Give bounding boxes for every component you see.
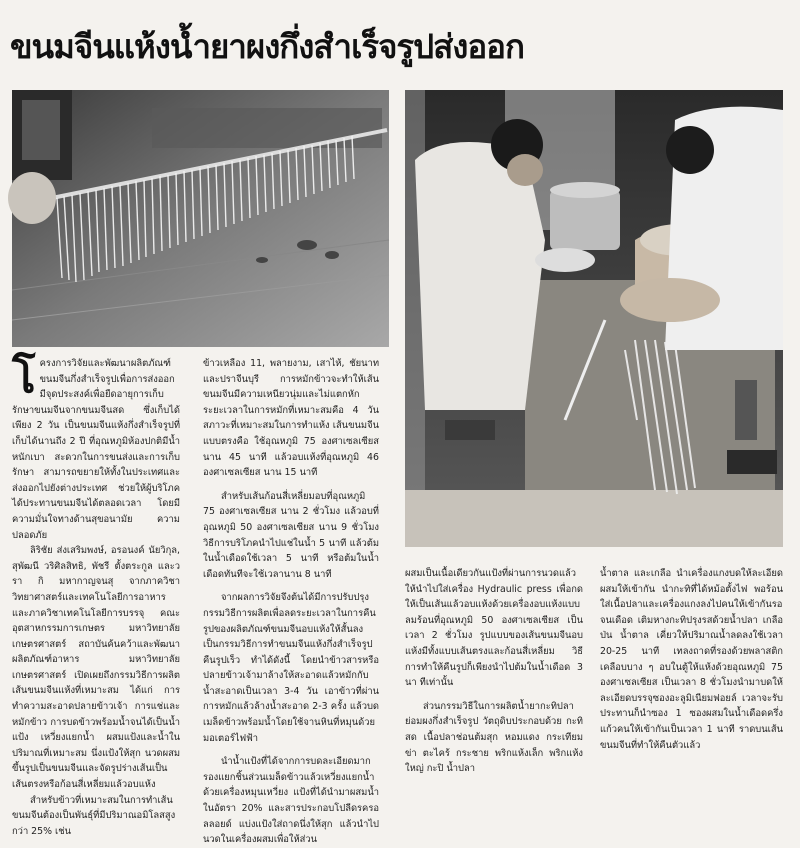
paragraph: ข้าวเหลือง 11, พลายงาม, เสาไห้, ชัยนาทและปราจีนบุรี การหมักข้าวจะทำให้เส้นขนมจีนมีความเหนียวนุ่มและไม่แตกหัก ระยะเวลาในการหมักที่เหมาะสมคือ 4 วัน สภาวะที่เหมาะสมในการทำแห้ง เส้นขนมจีนแบบตรงคือ ใช้อุณหภูมิ 75 องศาเซลเซียส นาน 45 นาที แล้วอบแห้งที่อุณหภูมิ 46 องศาเซลเซียส นาน 15 นาที: [203, 358, 379, 479]
paragraph: ส่วนกรรมวิธีในการผลิตน้ำยากะทิปลาย่อมผงกึ่งสำเร็จรูป วัตถุดิบประกอบด้วย กะทิสด เนื้อปลาช่อนต้มสุก หอมแดง กระเทียม ข่า ตะไคร้ กระชาย พริกแห้งเล็ก พริกแห้งใหญ่ กะปิ น้ำปลา: [405, 700, 583, 775]
paragraph: ผสมเป็นเนื้อเดียวกันแป้งที่ผ่านการนวดแล้วให้นำไปใส่เครื่อง Hydraulic press เพื่อกดให้เป็นเส้นแล้วอบแห้งด้วยเครื่องอบแห้งแบบลมร้อนที่อุณหภูมิ 50 องศาเซลเซียส เป็นเวลา 2 ชั่วโมง รูปแบบของเส้นขนมจีนอบแห้งมีทั้งแบบเส้นตรงและก้อนสี่เหลี่ยม วิธีการทำให้คืนรูปก็เพียงนำไปต้มในน้ำเดือด 3 นา ทีเท่านั้น: [405, 568, 583, 689]
paragraph: สำหรับเส้นก้อนสี่เหลี่ยมอบที่อุณหภูมิ 75 องศาเซลเซียส นาน 2 ชั่วโมง แล้วอบที่อุณหภูมิ 50 องศาเซลเซียส นาน 9 ชั่วโมง วิธีการบริโภคนำไปแช่ในน้ำ 5 นาที แล้วต้มในน้ำเดือดใช้เวลา 5 นาที หรือต้มในน้ำเดือดทันทีจะใช้เวลานาน 8 นาที: [203, 490, 379, 580]
paragraph: ครงการวิจัยและพัฒนาผลิตภัณฑ์ขนมจีนกึ่งสำเร็จรูปเพื่อการส่งออกมีจุดประสงค์เพื่อยืดอายุการเก็บรักษาขนมจีนจากขนมจีนสด ซึ่งเก็บได้เพียง 2 วัน เป็นขนมจีนแห้งกึ่งสำเร็จรูปที่เก็บได้นานถึง 2 ปี ที่อุณหภูมิห้องปกติมีน้ำหนักเบา สะดวกในการขนส่งและการเก็บรักษา สามารถขยายให้ทั้งในประเทศและส่งออกไปยังต่างประเทศ ช่วยให้ผู้บริโภคได้ประทานขนมจีนได้ตลอดเวลา โดยมีความมั่นใจทางด้านสุขอนามัย ความปลอดภัย: [12, 358, 180, 541]
paragraph: จากผลการวิจัยจึงต้นได้มีการปรับปรุงกรรมวิธีการผลิตเพื่อลดระยะเวลาในการคืนรูปของผลิตภัณฑ์ขนมจีนอบแห้งให้สั้นลง เป็นกรรมวิธีการทำขนมจีนแห้งกึ่งสำเร็จรูปคืนรูปเร็ว ทำได้ดังนี้ โดยนำข้าวสารหรือปลายข้าวเจ้ามาล้างให้สะอาดแล้วหมักกับน้ำสะอาดเป็นเวลา 3-4 วัน เอาข้าวที่ผ่านการหมักแล้วล้างน้ำสะอาด 2-3 ครั้ง แล้วบดเมล็ดข้าวพร้อมน้ำโดยใช้จานหินที่หมุนด้วยมอเตอร์ไฟฟ้า: [203, 592, 379, 744]
paragraph: นำน้ำแป้งที่ได้จากการบดละเอียดมากรองแยกชิ้นส่วนเมล็ดข้าวแล้วเหวี่ยงแยกน้ำด้วยเครื่องหมุนเหวี่ยง แป้งที่ได้นำมาผสมน้ำในอัตรา 20% และสารประกอบโปลีดรครอลลอยด์ แบ่งแป้งใส่ถาดนึ่งให้สุก แล้วนำไปนวดในเครื่องผสมเพื่อให้ส่วน: [203, 756, 379, 846]
paragraph: น้ำตาล และเกลือ นำเครื่องแกงบดให้ละเอียดผสมให้เข้ากัน นำกะทิที่ได้หม้อตั้งไฟ พอร้อนใส่เนื้อปลาและเครื่องแกงลงไปคนให้เข้ากันรอจนเดือด เติมหางกะทิปรุงรสด้วยน้ำปลา เกลือป่น น้ำตาล เคี่ยวให้ปริมาณน้ำลดลงใช้เวลา 20-25 นาที เทลงถาดที่รองด้วยพลาสติกเคลือบบาง ๆ อบในตู้ให้แห้งด้วยอุณหภูมิ 75 องศาเซลเซียส เป็นเวลา 8 ชั่วโมงนำมาบดให้ละเอียดบรรจุซองอะลูมิเนียมฟอยล์ เวลาจะรับประทานก็นำซอง 1 ซองผสมในน้ำเดือดครึ่งแก้วคนให้เข้ากันเป็นเวลา 1 นาที ราดบนเส้นขนมจีนที่ทำให้คืนตัวแล้ว: [600, 568, 783, 751]
article-headline: ขนมจีนแห้งน้ำยาผงกึ่งสำเร็จรูปส่งออก: [10, 27, 524, 66]
article-column-3: [405, 566, 583, 775]
article-column-1: [12, 352, 180, 837]
photo-workers-machine: [405, 90, 783, 547]
photo-noodle-strands: [12, 90, 389, 347]
article-column-4: [600, 566, 783, 751]
paragraph: สำหรับข้าวที่เหมาะสมในการทำเส้นขนมจีนต้องเป็นพันธุ์ที่มีปริมาณอมิโลสสูงกว่า 25% เช่น: [12, 794, 176, 837]
drop-cap: โ: [12, 352, 36, 403]
paragraph: ลิริชัย ส่งเสริมพงษ์, อรอนงค์ นัยวิกุล, สุพัฒนี วริศิลสิทธิ, พัชรี ตั้งตระกูล และวรา กิ มหากาญจนสุ จากภาควิชาวิทยาศาสตร์และเทคโนโลยีการอาหาร และภาควิชาเทคโนโลยีการบรรจุ คณะอุตสาหกรรมการเกษตร มหาวิทยาลัยเกษตรศาสตร์ สถาบันค้นคว้าและพัฒนาผลิตภัณฑ์อาหาร มหาวิทยาลัยเกษตรศาสตร์ เปิดเผยถึงกรรมวิธีการผลิตเส้นขนมจีนแห้งที่เหมาะสม ได้แก่ การทำความสะอาดปลายข้าวเจ้า การแช่และหมักข้าว การบดข้าวพร้อมน้ำจนได้เป็นน้ำแป้ง เหวี่ยงแยกน้ำ ผสมแป้งและน้ำในปริมาณที่เหมาะสม นึ่งแป้งให้สุก นวดผสมขึ้นรูปเป็นขนมจีนและจัดรูปร่างเส้นเป็นเส้นตรงหรือก้อนสี่เหลี่ยมแล้วอบแห้ง: [12, 545, 180, 791]
article-column-2: [203, 356, 379, 846]
